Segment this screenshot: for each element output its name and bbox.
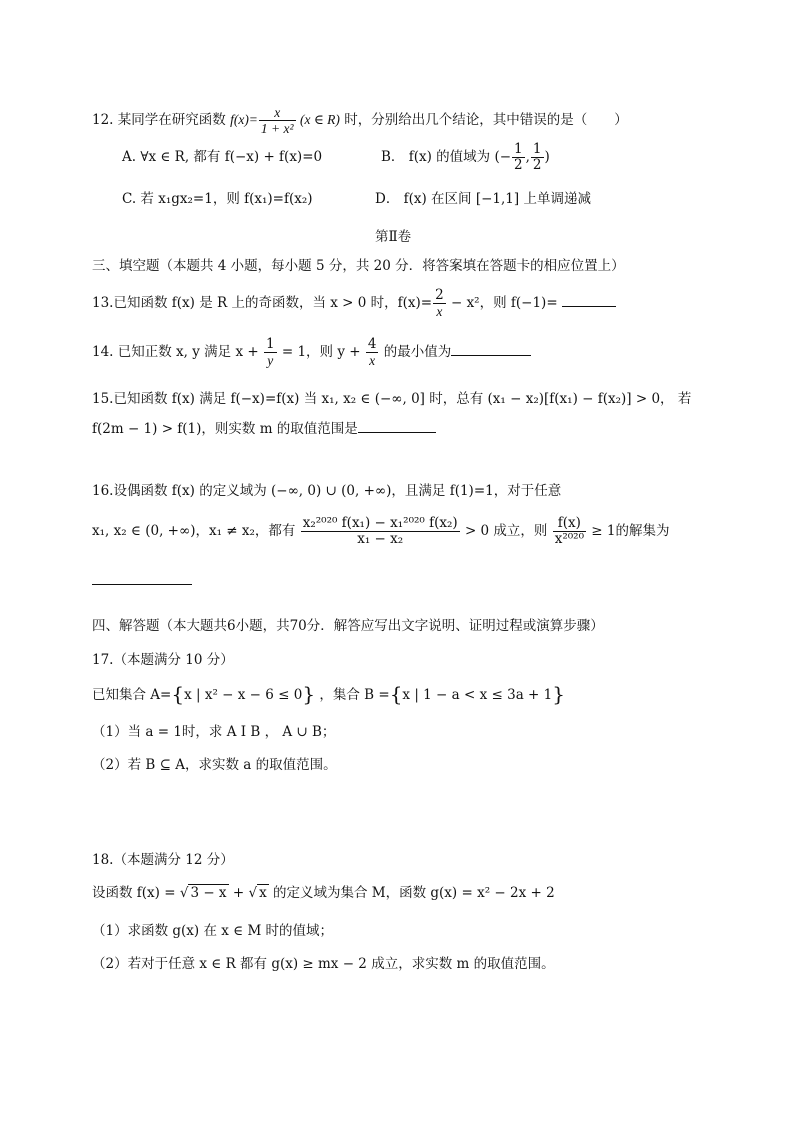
section3-heading: 三、填空题（本题共 4 小题，每小题 5 分，共 20 分．将答案填在答题卡的相应位置上） bbox=[92, 258, 625, 274]
q17-part1: （1）当 a = 1时，求 A I B ， A ∪ B； bbox=[92, 724, 336, 740]
q18-stem: 设函数 f(x) = √ 3 − x + √ x 的定义域为集合 M，函数 g(x) = x² − 2x + 2 bbox=[92, 885, 555, 901]
section4-heading: 四、解答题（本大题共6小题，共70分．解答应写出文字说明、证明过程或演算步骤） bbox=[92, 618, 604, 634]
q15-line2: f(2m − 1) > f(1)，则实数 m 的取值范围是 bbox=[92, 420, 436, 438]
q15-answer-blank[interactable] bbox=[358, 432, 436, 433]
q18-part2: （2）若对于任意 x ∈ R 都有 g(x) ≥ mx − 2 成立，求实数 m 的取值范围。 bbox=[92, 956, 555, 972]
q12-stem: 12. 某同学在研究函数 f(x)= $\frac{x}{\text{1 + x²}}$ (x ∈ R) 时，分别给出几个结论，其中错误的是（ ） bbox=[92, 105, 628, 136]
q14-answer-blank[interactable] bbox=[451, 355, 531, 356]
q12-fraction: $\frac{x}{\text{1 + x²}}$ bbox=[260, 105, 294, 136]
q16-line2: x₁, x₂ ∈ (0, +∞)，x₁ ≠ x₂，都有 $\frac{\text{x₂²⁰²⁰ f(x₁) − x₁²⁰²⁰ f(x₂)}}{\text{x₁ − x₂}}$ > 0 成立，则 $\frac{f(x)}{\text{x²⁰²⁰}}$ ≥ 1的解集为 bbox=[92, 515, 670, 547]
q18-title: 18.（本题满分 12 分） bbox=[92, 852, 234, 868]
q12-option-c: C. 若 x₁gx₂=1，则 f(x₁)=f(x₂) bbox=[122, 191, 313, 207]
q12-option-a: A. ∀x ∈ R, 都有 f(−x) + f(x)=0 bbox=[122, 149, 323, 165]
q17-part2: （2）若 B ⊆ A，求实数 a 的取值范围。 bbox=[92, 757, 337, 773]
q12-option-d: D． f(x) 在区间 [−1,1] 上单调递减 bbox=[375, 191, 591, 207]
q18-part1: （1）求函数 g(x) 在 x ∈ M 时的值域； bbox=[92, 923, 334, 939]
q13-answer-blank[interactable] bbox=[562, 306, 616, 307]
q16-line1: 16.设偶函数 f(x) 的定义域为 (−∞, 0) ∪ (0, +∞)，且满足 f(1)=1，对于任意 bbox=[92, 483, 562, 499]
part2-title: 第Ⅱ卷 bbox=[375, 229, 412, 245]
q13: 13.已知函数 f(x) 是 R 上的奇函数，当 x > 0 时，f(x)= $\frac{2}{x}$ − x²，则 f(−1)= bbox=[92, 288, 616, 319]
q14: 14. 已知正数 x, y 满足 x + $\frac{1}{y}$ = 1，则 y + $\frac{4}{x}$ 的最小值为 bbox=[92, 337, 531, 368]
q17-title: 17.（本题满分 10 分） bbox=[92, 652, 234, 668]
q15-line1: 15.已知函数 f(x) 满足 f(−x)=f(x) 当 x₁, x₂ ∈ (−∞, 0] 时，总有 (x₁ − x₂)[f(x₁) − f(x₂)] > 0， 若 bbox=[92, 391, 692, 407]
q12-option-b: B． f(x) 的值域为 (− $\frac{1}{2}$ , $\frac{1}{2}$ ) bbox=[381, 141, 550, 173]
q17-stem: 已知集合 A={x | x² − x − 6 ≤ 0} ，集合 B ={x | 1 − a < x ≤ 3a + 1} bbox=[92, 682, 565, 706]
q16-answer-blank[interactable] bbox=[92, 566, 192, 585]
